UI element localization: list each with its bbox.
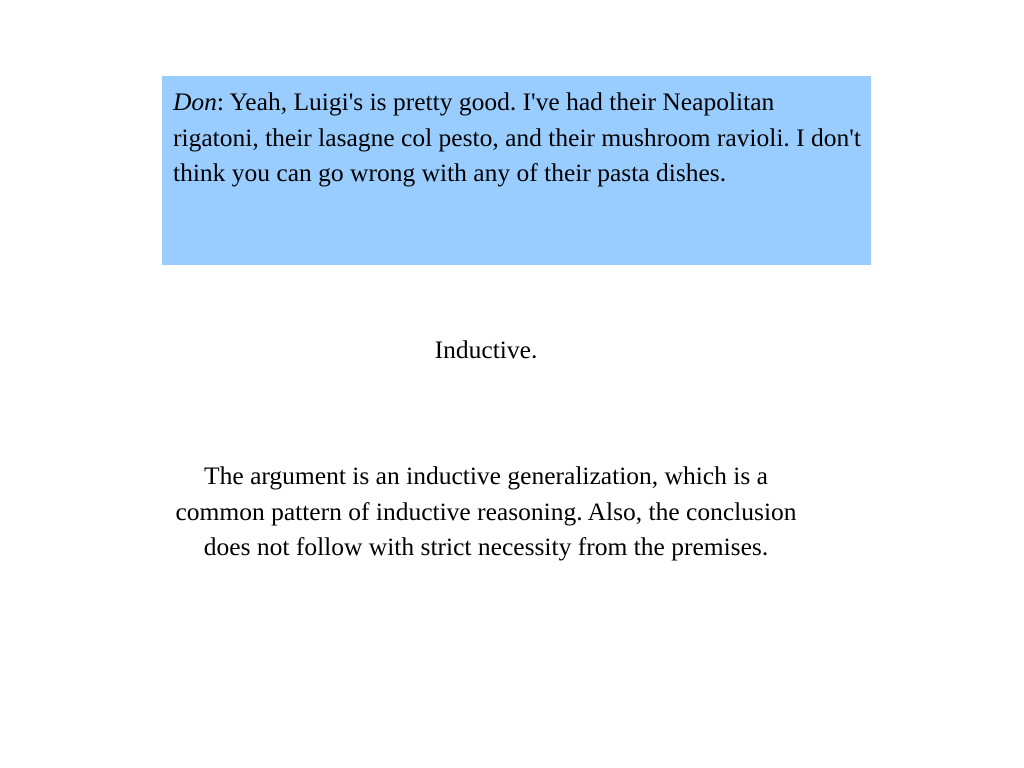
answer-label: Inductive.	[434, 335, 538, 364]
argument-passage-text: Yeah, Luigi's is pretty good. I've had their Neapolitan rigatoni, their lasagne col pesto, and their mushroom ravioli. I don't think you can go wrong with any of their pasta dishes.	[173, 87, 861, 187]
explanation-text: The argument is an inductive generalization, which is a common pattern of inductive reasoning. Also, the conclusion does not follow with strict necessity from the premises.	[175, 461, 797, 561]
speaker-name: Don	[173, 87, 217, 116]
argument-passage-box	[162, 76, 871, 265]
speaker-separator: :	[216, 87, 225, 116]
